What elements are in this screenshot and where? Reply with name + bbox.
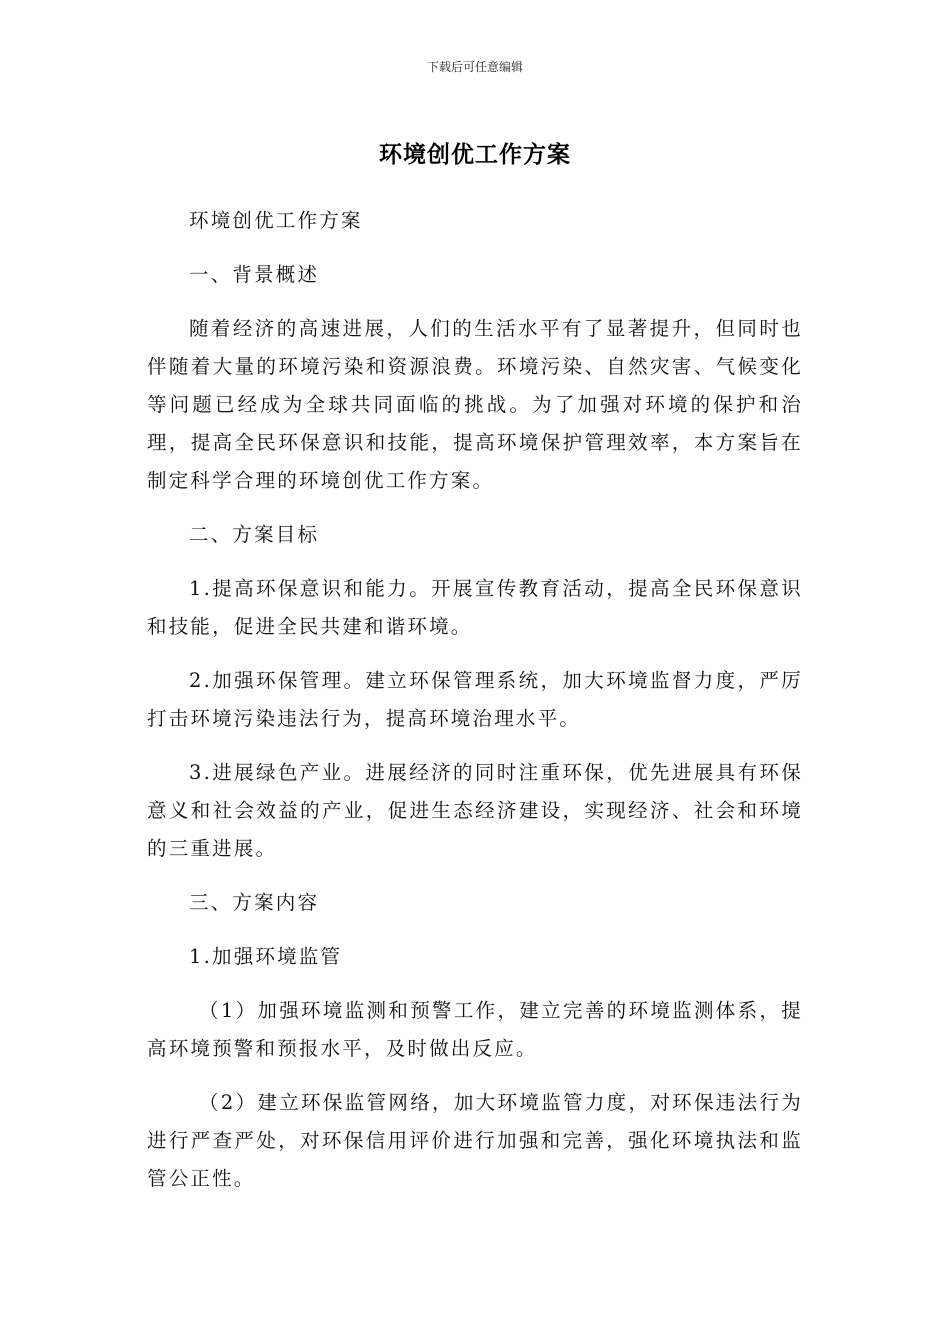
document-title: 环境创优工作方案 bbox=[379, 142, 571, 168]
paragraph-background: 随着经济的高速进展，人们的生活水平有了显著提升，但同时也伴随着大量的环境污染和资源浪费。环境污染、自然灾害、气候变化等问题已经成为全球共同面临的挑战。为了加强对环境的保护和治理，提高全民环保意识和技能，提高环境保护管理效率，本方案旨在制定科学合理的环境创优工作方案。 bbox=[147, 317, 803, 492]
paragraph-subtitle: 环境创优工作方案 bbox=[189, 209, 363, 232]
header-note: 下载后可任意编辑 bbox=[426, 60, 523, 74]
section-heading-content: 三、方案内容 bbox=[189, 891, 320, 914]
paragraph-goal-1: 1.提高环保意识和能力。开展宣传教育活动，提高全民环保意识和技能，促进全民共建和谐环境。 bbox=[147, 577, 803, 638]
section-heading-goals: 二、方案目标 bbox=[189, 523, 320, 546]
paragraph-goal-2: 2.加强环保管理。建立环保管理系统，加大环境监督力度，严厉打击环境污染违法行为，提高环境治理水平。 bbox=[147, 669, 803, 730]
paragraph-item-2: （2）建立环保监管网络，加大环境监管力度，对环保违法行为进行严查严处，对环保信用评价进行加强和完善，强化环境执法和监管公正性。 bbox=[147, 1091, 803, 1190]
paragraph-item-1: （1）加强环境监测和预警工作，建立完善的环境监测体系，提高环境预警和预报水平，及时做出反应。 bbox=[147, 999, 803, 1060]
paragraph-goal-3: 3.进展绿色产业。进展经济的同时注重环保，优先进展具有环保意义和社会效益的产业，促进生态经济建设，实现经济、社会和环境的三重进展。 bbox=[147, 761, 803, 860]
section-heading-background: 一、背景概述 bbox=[189, 263, 320, 286]
subsection-heading-supervision: 1.加强环境监管 bbox=[189, 945, 343, 968]
document-body bbox=[147, 202, 803, 1214]
